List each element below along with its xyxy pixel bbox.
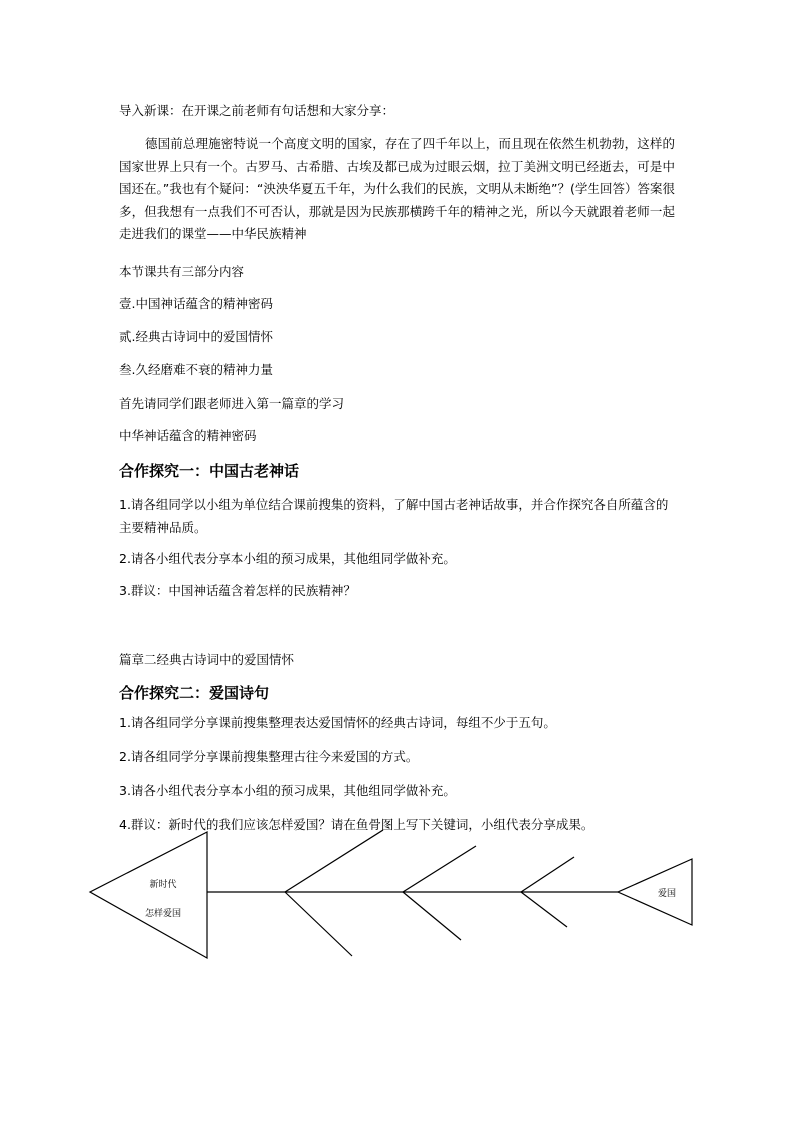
inquiry2-item-2: 2.请各组同学分享课前搜集整理古往今来爱国的方式。 <box>119 749 419 764</box>
fishbone-rib-1-lower <box>285 892 352 956</box>
fishbone-head-label-2: 怎样爱国 <box>144 909 182 919</box>
fishbone-rib-1-upper <box>285 830 383 892</box>
inquiry2-item-3: 3.请各小组代表分享本小组的预习成果，其他组同学做补充。 <box>119 783 456 798</box>
inquiry2-item-1: 1.请各组同学分享课前搜集整理表达爱国情怀的经典古诗词，每组不少于五句。 <box>119 715 556 730</box>
part-1: 壹.中国神话蕴含的精神密码 <box>119 296 273 311</box>
inquiry1-item-2: 2.请各小组代表分享本小组的预习成果，其他组同学做补充。 <box>119 551 456 566</box>
intro-lead: 导入新课：在开课之前老师有句话想和大家分享： <box>119 103 395 118</box>
first-chapter-text: 首先请同学们跟老师进入第一篇章的学习 <box>119 396 345 411</box>
fishbone-tail <box>618 859 692 925</box>
fishbone-head-label-1: 新时代 <box>149 880 177 890</box>
part-3: 叁.久经磨难不衰的精神力量 <box>119 362 273 377</box>
fishbone-head <box>90 832 207 958</box>
inquiry1-heading: 合作探究一：中国古老神话 <box>119 462 300 480</box>
inquiry2-item-4: 4.群议：新时代的我们应该怎样爱国？请在鱼骨图上写下关键词，小组代表分享成果。 <box>119 817 594 832</box>
part-2: 贰.经典古诗词中的爱国情怀 <box>119 329 273 344</box>
fishbone-rib-3-lower <box>521 892 567 927</box>
chapter1-title: 中华神话蕴含的精神密码 <box>119 428 257 443</box>
fishbone-rib-3-upper <box>521 857 574 892</box>
parts-intro: 本节课共有三部分内容 <box>119 264 245 279</box>
fishbone-rib-2-upper <box>403 846 476 892</box>
inquiry1-item-3: 3.群议：中国神话蕴含着怎样的民族精神？ <box>119 583 356 598</box>
fishbone-rib-2-lower <box>403 892 461 940</box>
intro-paragraph: 德国前总理施密特说一个高度文明的国家，存在了四千年以上，而且现在依然生机勃勃，这样的国家世界上只有一个。古罗马、古希腊、古埃及都已成为过眼云烟，拉丁美洲文明已经逝去，可是中国还在。”我也有个疑问：“泱泱华夏五千年，为什么我们的民族，文明从未断绝”？(学生回答）答案很多，但我想有一点我们不可否认，那就是因为民族那横跨千年的精神之光，所以今天就跟着老师一起走进我们的课堂——中华民族精神 <box>119 136 675 242</box>
chapter2-title: 篇章二经典古诗词中的爱国情怀 <box>119 652 295 667</box>
inquiry2-heading: 合作探究二：爱国诗句 <box>119 684 270 702</box>
fishbone-tail-label: 爱国 <box>657 889 677 899</box>
inquiry1-item-1: 1.请各组同学以小组为单位结合课前搜集的资料，了解中国古老神话故事，并合作探究各自所蕴含的主要精神品质。 <box>119 497 669 535</box>
